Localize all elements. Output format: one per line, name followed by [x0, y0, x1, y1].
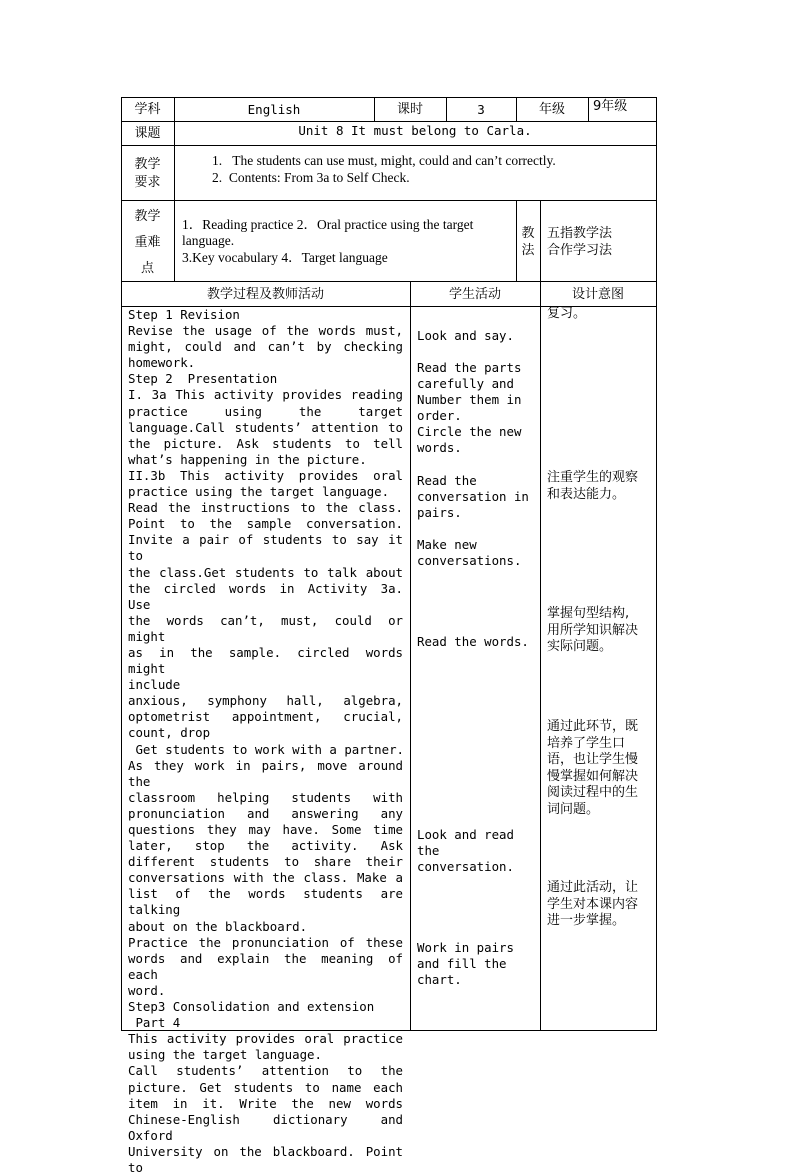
- col-divider: [540, 200, 541, 281]
- teacher-line: pronunciation and answering any: [128, 805, 403, 821]
- row-divider: [121, 121, 657, 122]
- design-intent: [547, 606, 638, 656]
- student-activity-line: conversation.: [417, 859, 514, 875]
- design-intent-line: 进一步掌握。: [547, 913, 626, 928]
- design-intent-line: 复习。: [547, 306, 587, 321]
- design-intent-line: 实际问题。: [547, 639, 613, 654]
- subject-label: 学科: [134, 102, 161, 117]
- design-intent-line: 用所学知识解决: [547, 622, 639, 638]
- col-divider: [410, 281, 411, 1031]
- keypoints-line: 3.Key vocabulary 4．Target language: [182, 250, 388, 265]
- period-label: 课时: [396, 102, 423, 117]
- design-intent-line: 掌握句型结构,: [547, 606, 630, 621]
- requirements-label-1: 教学: [134, 157, 161, 172]
- student-activity-line: Make new: [417, 537, 477, 552]
- teacher-line: Step 2 Presentation: [128, 371, 278, 387]
- col-divider: [588, 97, 589, 121]
- teacher-line: list of the words students are talking: [128, 886, 403, 918]
- student-activity-line: order.: [417, 408, 462, 424]
- grade-label: 年级: [538, 102, 565, 117]
- design-intent-line: 注重学生的观察: [547, 470, 639, 485]
- student-activity: [417, 360, 521, 457]
- teacher-line: anxious, symphony hall, algebra,: [128, 693, 403, 709]
- design-intent-line: 培养了学生口: [547, 735, 626, 751]
- teacher-line: conversations with the class. Make a: [128, 870, 403, 886]
- method-item: 合作学习法: [547, 243, 613, 258]
- student-activity-line: Work in pairs: [417, 940, 514, 955]
- teacher-line: classroom helping students with: [128, 789, 403, 805]
- teacher-line: practice using the target: [128, 403, 403, 419]
- teacher-line: University on the blackboard. Point to: [128, 1143, 403, 1175]
- teacher-line: optometrist appointment, crucial,: [128, 709, 403, 725]
- teacher-line: Part 4: [128, 1015, 181, 1031]
- teacher-line: Revise the usage of the words must,: [128, 323, 403, 339]
- teacher-line: Invite a pair of students to say it to: [128, 532, 403, 564]
- student-activity: [417, 827, 514, 875]
- design-intent-line: 和表达能力。: [547, 486, 626, 502]
- teacher-line: might, could and can’t by checking: [128, 339, 403, 355]
- topic-label: 课题: [134, 126, 161, 141]
- student-activity-line: words.: [417, 440, 462, 456]
- subject-value: English: [247, 102, 301, 117]
- keypoints-label-3: 点: [140, 261, 154, 276]
- keypoints-line: 1．Reading practice 2．Oral practice using the target: [182, 217, 474, 232]
- teacher-line: Point to the sample conversation.: [128, 516, 403, 532]
- teacher-line: word.: [128, 982, 166, 998]
- keypoints-label-1: 教学: [134, 209, 161, 224]
- teacher-line: homework.: [128, 355, 196, 371]
- row-divider: [121, 281, 657, 282]
- teacher-line: picture. Get students to name each: [128, 1079, 403, 1095]
- teacher-line: II.3b This activity provides oral: [128, 467, 403, 483]
- teacher-line: include: [128, 677, 181, 693]
- student-activity-line: pairs.: [417, 505, 462, 521]
- col-divider: [540, 281, 541, 1031]
- method-label-2: 法: [521, 243, 535, 258]
- student-activity-line: Look and say.: [417, 328, 514, 343]
- student-activity-line: Look and read: [417, 827, 514, 842]
- design-intent: [547, 306, 586, 323]
- teacher-line: This activity provides oral practice: [128, 1031, 403, 1047]
- teacher-line: Step 1 Revision: [128, 307, 240, 322]
- grade-value: 9年级: [593, 99, 628, 114]
- student-activity-line: Read the words.: [417, 634, 529, 649]
- design-intent-line: 语，也让学生慢: [547, 752, 639, 767]
- period-value: 3: [477, 102, 485, 117]
- teacher-line: Chinese-English dictionary and Oxford: [128, 1111, 403, 1143]
- student-activity-line: Circle the new: [417, 424, 522, 440]
- teacher-line: about on the blackboard.: [128, 918, 308, 934]
- teacher-activity-text: [128, 307, 403, 1176]
- method-item: 五指教学法: [547, 226, 613, 241]
- student-activity: [417, 473, 529, 521]
- teacher-line: as in the sample. circled words might: [128, 644, 403, 677]
- student-activity-line: Read the parts: [417, 360, 522, 375]
- design-intent: [547, 719, 649, 818]
- student-activity: [417, 940, 514, 988]
- teacher-line: practice using the target language.: [128, 484, 390, 500]
- requirement-item: 1. The students can use must, might, could and can’t correctly.: [212, 153, 556, 168]
- teacher-line: language.Call students’ attention to: [128, 419, 403, 435]
- student-activity-line: carefully and: [417, 376, 514, 392]
- student-activity-line: Read the: [417, 473, 477, 488]
- design-intent: [547, 470, 638, 503]
- requirements-label-2: 要求: [134, 175, 161, 190]
- student-activity-line: and fill the: [417, 956, 507, 972]
- student-activity-line: chart.: [417, 972, 462, 988]
- teacher-line: As they work in pairs, move around the: [128, 757, 403, 789]
- teacher-line: Call students’ attention to the: [128, 1063, 403, 1079]
- teacher-line: the picture. Ask students to tell: [128, 435, 403, 451]
- design-intent-line: 阅读过程中的生: [547, 785, 639, 800]
- design-intent-line: 通过此环节，既: [547, 719, 639, 734]
- col-divider: [174, 121, 175, 281]
- teacher-line: using the target language.: [128, 1047, 322, 1063]
- requirement-item: 2. Contents: From 3a to Self Check.: [212, 170, 410, 185]
- student-activity-line: conversation in: [417, 489, 529, 505]
- teacher-line: words and explain the meaning of each: [128, 950, 403, 982]
- design-intent-line: 通过此活动，让: [547, 880, 639, 895]
- design-intent-header: 设计意图: [571, 287, 624, 302]
- student-activity-line: Number them in: [417, 392, 522, 408]
- keypoints-line: language.: [182, 233, 235, 248]
- keypoints-label-2: 重难: [134, 235, 161, 250]
- teacher-line: I. 3a This activity provides reading: [128, 387, 403, 403]
- teacher-line: questions they may have. Some time: [128, 822, 403, 837]
- method-label-1: 教: [521, 226, 535, 241]
- design-intent-line: 词问题。: [547, 801, 600, 817]
- student-activity: [417, 537, 521, 569]
- design-intent-line: 学生对本课内容: [547, 896, 639, 912]
- teacher-line: item in it. Write the new words: [128, 1095, 403, 1111]
- teacher-line: what’s happening in the picture.: [128, 451, 367, 467]
- teacher-line: the class.Get students to talk about: [128, 564, 403, 580]
- teacher-line: later, stop the activity. Ask: [128, 838, 403, 854]
- teacher-line: the words can’t, must, could or might: [128, 612, 403, 644]
- student-activity-line: the: [417, 843, 440, 859]
- teacher-activity-header: 教学过程及教师活动: [206, 287, 324, 302]
- student-activity: [417, 634, 529, 650]
- student-activity-line: conversations.: [417, 553, 522, 569]
- teacher-line: Step3 Consolidation and extension: [128, 999, 375, 1015]
- teacher-line: the circled words in Activity 3a. Use: [128, 580, 403, 612]
- student-activity: [417, 328, 514, 344]
- table-border: [121, 97, 657, 98]
- student-activity-header: 学生活动: [448, 287, 501, 302]
- design-intent: [547, 880, 638, 930]
- table-border: [656, 97, 657, 1031]
- design-intent-line: 慢掌握如何解决: [547, 768, 639, 784]
- teacher-line: different students to share their: [128, 854, 403, 870]
- row-divider: [121, 200, 657, 201]
- row-divider: [121, 145, 657, 146]
- topic-value: Unit 8 It must belong to Carla.: [298, 123, 532, 138]
- teacher-line: Practice the pronunciation of these: [128, 934, 403, 950]
- teacher-line: Get students to work with a partner.: [128, 741, 405, 757]
- teacher-line: count, drop: [128, 725, 211, 741]
- teacher-line: Read the instructions to the class.: [128, 500, 403, 516]
